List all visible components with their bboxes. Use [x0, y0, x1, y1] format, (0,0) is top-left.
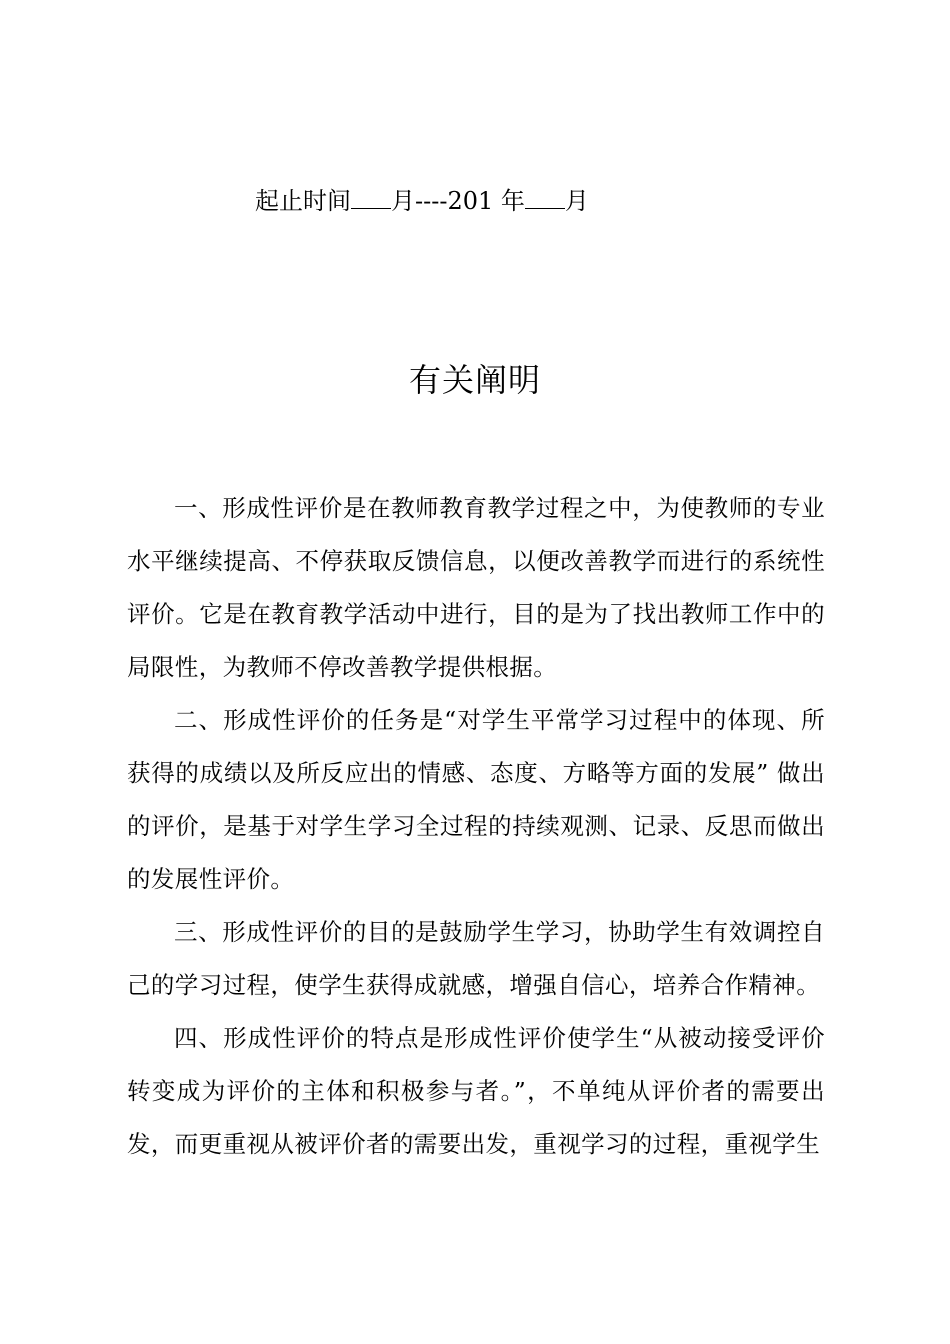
month-blank-1 [351, 182, 391, 209]
period-label: 起止时间 [255, 187, 351, 215]
month-blank-2 [525, 182, 565, 209]
period-line [255, 182, 589, 219]
year-label: ----201 年 [415, 187, 525, 215]
paragraph-1: 一、形成性评价是在教师教育教学过程之中，为使教师的专业水平继续提高、不停获取反馈信息，以便改善教学而进行的系统性评价。它是在教育教学活动中进行，目的是为了找出教师工作中的局限性，为教师不停改善教学提供根据。 [127, 494, 825, 681]
body-text [127, 482, 825, 1171]
paragraph-4: 四、形成性评价的特点是形成性评价使学生“从被动接受评价转变成为评价的主体和积极参与者。”，不单纯从评价者的需要出发，而更重视从被评价者的需要出发，重视学习的过程，重视学生 [127, 1024, 825, 1158]
month-label-2: 月 [564, 187, 589, 215]
month-label-1: 月 [391, 187, 415, 215]
page-title: 有关阐明 [408, 361, 541, 399]
paragraph-2: 二、形成性评价的任务是“对学生平常学习过程中的体现、所获得的成绩以及所反应出的情感、态度、方略等方面的发展” 做出的评价，是基于对学生学习全过程的持续观测、记录、反思而做出的发展性评价。 [127, 706, 825, 893]
paragraph-3: 三、形成性评价的目的是鼓励学生学习，协助学生有效调控自己的学习过程，使学生获得成就感，增强自信心，培养合作精神。 [127, 918, 825, 999]
